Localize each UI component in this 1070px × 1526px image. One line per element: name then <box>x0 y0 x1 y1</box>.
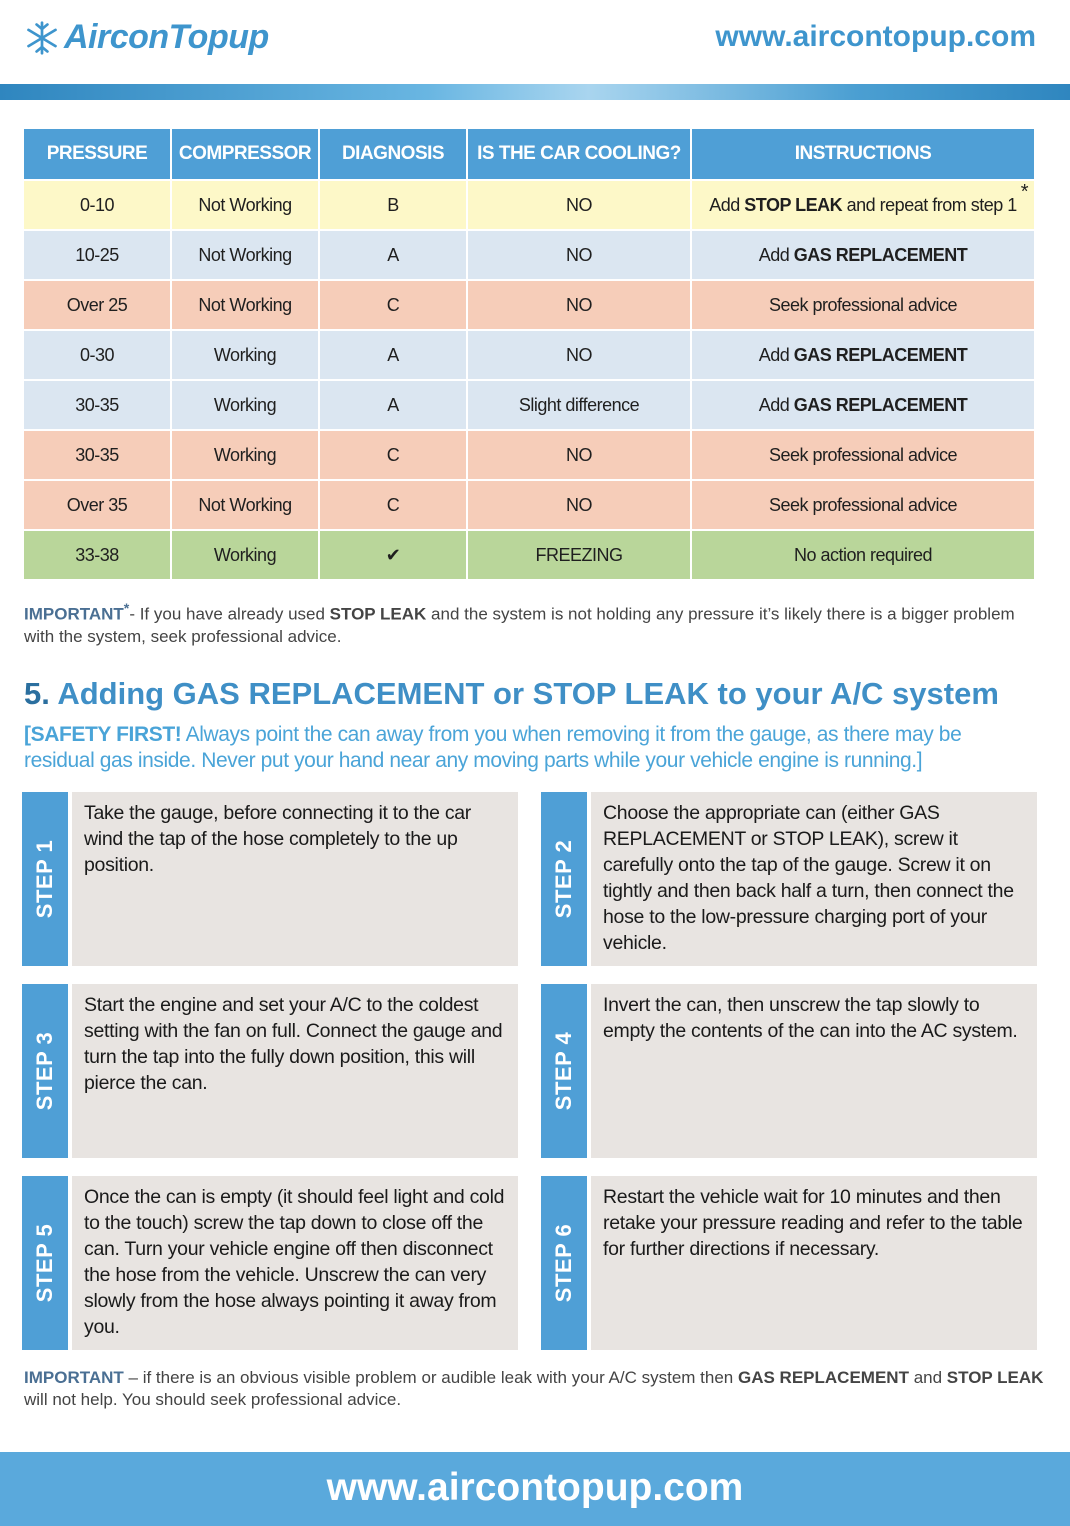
step-text: Choose the appropriate can (either GAS REPLACEMENT or STOP LEAK), screw it carefully onto the tap of the gauge. Screw it on tightly and then back half a turn, then connect the hose to the low-pressure charging port of your vehicle. <box>591 792 1037 966</box>
footer-website-link[interactable]: www.aircontopup.com <box>326 1466 744 1509</box>
table-row <box>24 481 1034 529</box>
step-tab: STEP 3 <box>22 984 68 1158</box>
cell-pressure: 30-35 <box>24 381 170 429</box>
step-tab: STEP 5 <box>22 1176 68 1350</box>
cell-cooling: NO <box>468 331 690 379</box>
cell-compressor: Not Working <box>172 281 318 329</box>
step-text: Invert the can, then unscrew the tap slowly to empty the contents of the can into the AC system. <box>591 984 1037 1158</box>
step-tab: STEP 4 <box>541 984 587 1158</box>
table-header-row <box>24 129 1034 179</box>
cell-cooling: Slight difference <box>468 381 690 429</box>
important-note-leak: IMPORTANT – if there is an obvious visible problem or audible leak with your A/C system then GAS REPLACEMENT and STOP LEAK will not help. You should seek professional advice. <box>24 1368 1044 1409</box>
cell-diagnosis: C <box>320 481 466 529</box>
logo-text: AirconTopup <box>64 18 269 56</box>
cell-instructions: Add GAS REPLACEMENT <box>692 381 1034 429</box>
cell-cooling: NO <box>468 281 690 329</box>
cell-cooling: NO <box>468 181 690 229</box>
cell-instructions: Add GAS REPLACEMENT <box>692 231 1034 279</box>
col-header-compressor: COMPRESSOR <box>172 129 318 179</box>
cell-compressor: Not Working <box>172 231 318 279</box>
step-tab: STEP 2 <box>541 792 587 966</box>
cell-compressor: Working <box>172 331 318 379</box>
cell-compressor: Working <box>172 531 318 579</box>
step-text: Once the can is empty (it should feel light and cold to the touch) screw the tap down to close off the can. Turn your vehicle engine off then disconnect the hose from the vehicle. Unscrew the can very slowly from the hose always pointing it away from you. <box>72 1176 518 1350</box>
cell-pressure: Over 25 <box>24 281 170 329</box>
table-row <box>24 531 1034 579</box>
diagnosis-table <box>22 127 1036 581</box>
cell-diagnosis: B <box>320 181 466 229</box>
cell-pressure: 33-38 <box>24 531 170 579</box>
col-header-cooling: IS THE CAR COOLING? <box>468 129 690 179</box>
cell-diagnosis: A <box>320 381 466 429</box>
step-text: Restart the vehicle wait for 10 minutes and then retake your pressure reading and refer to the table for further directions if necessary. <box>591 1176 1037 1350</box>
table-row <box>24 431 1034 479</box>
table-row <box>24 381 1034 429</box>
cell-cooling: FREEZING <box>468 531 690 579</box>
header-divider <box>0 84 1070 100</box>
col-header-pressure: PRESSURE <box>24 129 170 179</box>
table-row <box>24 181 1034 229</box>
cell-instructions: Seek professional advice <box>692 481 1034 529</box>
cell-cooling: NO <box>468 431 690 479</box>
step-text: Start the engine and set your A/C to the coldest setting with the fan on full. Connect the gauge and turn the tap into the fully down position, this will pierce the can. <box>72 984 518 1158</box>
cell-instructions: Add STOP LEAK and repeat from step 1 * <box>692 181 1034 229</box>
section-heading: 5. Adding GAS REPLACEMENT or STOP LEAK to your A/C system <box>24 676 999 711</box>
cell-pressure: 10-25 <box>24 231 170 279</box>
step-card-6 <box>541 1176 1037 1350</box>
cell-compressor: Not Working <box>172 481 318 529</box>
checkmark-icon: ✔ <box>320 531 466 579</box>
page-header <box>0 0 1070 100</box>
safety-notice: [SAFETY FIRST! Always point the can away from you when removing it from the gauge, as there may be residual gas inside. Never put your hand near any moving parts while your vehicle engine is running.] <box>24 723 962 772</box>
snowflake-icon <box>24 20 60 56</box>
cell-instructions: Seek professional advice <box>692 431 1034 479</box>
step-card-2 <box>541 792 1037 966</box>
col-header-instructions: INSTRUCTIONS <box>692 129 1034 179</box>
step-card-1 <box>22 792 518 966</box>
table-row <box>24 281 1034 329</box>
cell-compressor: Not Working <box>172 181 318 229</box>
important-note-stop-leak: IMPORTANT*- If you have already used STOP LEAK and the system is not holding any pressure it’s likely there is a bigger problem with the system, seek professional advice. <box>24 601 1015 646</box>
step-card-5 <box>22 1176 518 1350</box>
cell-instructions: Add GAS REPLACEMENT <box>692 331 1034 379</box>
cell-instructions: Seek professional advice <box>692 281 1034 329</box>
cell-cooling: NO <box>468 481 690 529</box>
step-text: Take the gauge, before connecting it to the car wind the tap of the hose completely to the up position. <box>72 792 518 966</box>
cell-diagnosis: A <box>320 331 466 379</box>
page-footer <box>0 1452 1070 1526</box>
cell-pressure: 0-30 <box>24 331 170 379</box>
table-row <box>24 331 1034 379</box>
cell-pressure: 0-10 <box>24 181 170 229</box>
col-header-diagnosis: DIAGNOSIS <box>320 129 466 179</box>
cell-pressure: 30-35 <box>24 431 170 479</box>
step-tab: STEP 1 <box>22 792 68 966</box>
cell-compressor: Working <box>172 431 318 479</box>
cell-pressure: Over 35 <box>24 481 170 529</box>
brand-logo[interactable] <box>24 18 269 57</box>
cell-diagnosis: C <box>320 281 466 329</box>
header-website-link[interactable]: www.aircontopup.com <box>715 20 1036 53</box>
cell-cooling: NO <box>468 231 690 279</box>
cell-compressor: Working <box>172 381 318 429</box>
footnote-star: * <box>1020 181 1028 203</box>
cell-diagnosis: C <box>320 431 466 479</box>
table-row <box>24 231 1034 279</box>
step-card-3 <box>22 984 518 1158</box>
cell-diagnosis: A <box>320 231 466 279</box>
cell-instructions: No action required <box>692 531 1034 579</box>
step-tab: STEP 6 <box>541 1176 587 1350</box>
step-card-4 <box>541 984 1037 1158</box>
